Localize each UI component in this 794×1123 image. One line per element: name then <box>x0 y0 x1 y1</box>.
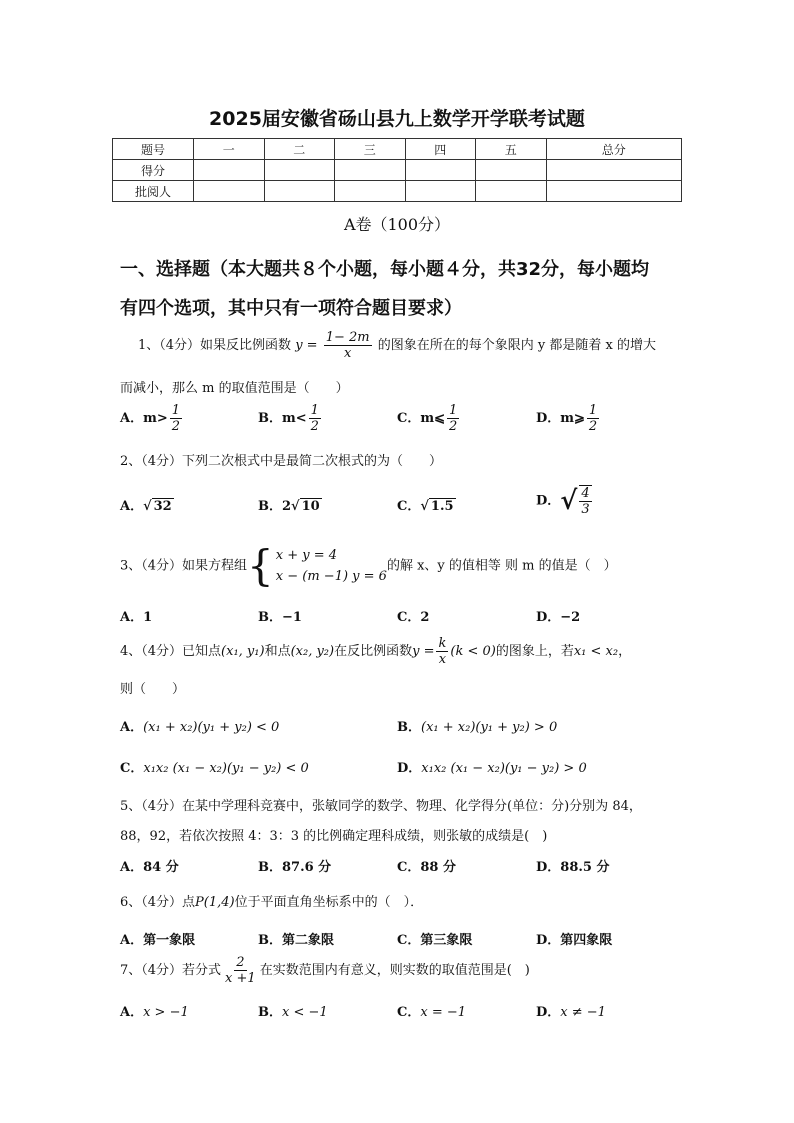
q6-option-c[interactable]: C．第三象限 <box>397 933 473 948</box>
score-cell[interactable] <box>194 160 265 181</box>
q4-option-d-expr: x₁x₂ (x₁ − x₂)(y₁ − y₂) > 0 <box>421 761 587 776</box>
q1-num: 1− 2m <box>325 330 370 345</box>
q2-option-c-rad: 1.5 <box>430 499 454 514</box>
q7-option-c-label: C． <box>397 1005 421 1020</box>
paper-label: A卷（100分） <box>343 215 451 234</box>
q2-option-d-label: D． <box>536 493 561 509</box>
score-table-cell: 三 <box>335 139 406 160</box>
q1-option-d-label: D．m⩾ <box>536 411 585 426</box>
q4-num: k <box>438 636 447 651</box>
q4-p2: (x₂, y₂) <box>290 644 335 659</box>
question-4-line2: 则（ ） <box>120 682 186 697</box>
q4-option-a-label: A． <box>120 720 144 735</box>
q1-option-b-label: B．m< <box>258 411 307 426</box>
q1-option-b[interactable] <box>258 403 323 434</box>
q1-option-a-label: A．m> <box>120 411 168 426</box>
q4-den: x <box>438 652 447 667</box>
q3-prefix: 3、（4分）如果方程组 <box>120 558 248 574</box>
question-4 <box>120 636 631 667</box>
q7-option-b-label: B． <box>258 1005 282 1020</box>
question-1-line2: 而减小，那么 m 的取值范围是（ ） <box>120 381 349 396</box>
score-cell[interactable] <box>335 181 406 202</box>
score-table-cell: 二 <box>264 139 335 160</box>
q5-option-a[interactable]: A．84 分 <box>120 860 179 875</box>
q2-option-d[interactable] <box>536 485 594 517</box>
score-cell[interactable] <box>476 160 547 181</box>
score-table-cell: 总分 <box>546 139 682 160</box>
q2-option-b-coef: 2 <box>282 499 292 514</box>
q1-option-a[interactable] <box>120 403 184 434</box>
q4-option-d-label: D． <box>397 761 422 776</box>
q7-den: x +1 <box>225 971 256 986</box>
q1-option-a-den: 2 <box>171 419 181 434</box>
q1-yeq: y = <box>295 338 318 353</box>
q4-suffix2: ， <box>618 644 632 659</box>
q7-option-a[interactable] <box>120 1001 189 1020</box>
question-6 <box>120 891 423 910</box>
q4-option-c-expr: x₁x₂ (x₁ − x₂)(y₁ − y₂) < 0 <box>143 761 309 776</box>
q7-suffix: 在实数范围内有意义，则实数的取值范围是( ) <box>259 963 530 978</box>
question-5-line2: 88，92，若依次按照 4：3：3 的比例确定理科成绩，则张敏的成绩是( ) <box>120 829 548 844</box>
q7-num: 2 <box>236 955 245 970</box>
score-table-cell: 题号 <box>113 139 194 160</box>
q2-option-b-sqrt: 2√ 10 <box>282 499 320 514</box>
q2-option-c[interactable] <box>397 495 456 514</box>
score-cell[interactable] <box>405 160 476 181</box>
q1-suffix: 的图象在所在的每个象限内 y 都是随着 x 的增大 <box>377 338 656 353</box>
q4-prefix: 4、（4分）已知点 <box>120 644 222 659</box>
q4-option-d[interactable] <box>397 757 587 776</box>
q4-ineq: x₁ < x₂ <box>573 644 619 659</box>
q2-option-a[interactable] <box>120 495 174 514</box>
q1-option-d-den: 2 <box>588 419 598 434</box>
q5-option-d[interactable]: D．88.5 分 <box>536 860 610 875</box>
q2-option-c-label: C． <box>397 499 421 514</box>
q4-suffix: 的图象上，若 <box>495 644 574 659</box>
q7-fraction <box>223 955 258 986</box>
q4-option-b-expr: (x₁ + x₂)(y₁ + y₂) > 0 <box>421 720 558 735</box>
q6-suffix: 位于平面直角坐标系中的（ ）． <box>234 895 424 910</box>
q2-option-b-label: B． <box>258 499 282 514</box>
question-7 <box>120 955 530 986</box>
q3-eq1: x + y = 4 <box>275 548 338 563</box>
q3-option-c[interactable]: C．2 <box>397 610 430 625</box>
q4-mid2: 在反比例函数 <box>334 644 413 659</box>
q7-option-b[interactable] <box>258 1001 328 1020</box>
q4-option-c[interactable] <box>120 757 309 776</box>
score-cell[interactable] <box>335 160 406 181</box>
q6-option-b[interactable]: B．第二象限 <box>258 933 334 948</box>
q2-option-d-den: 3 <box>581 502 590 517</box>
q2-option-d-num: 4 <box>581 486 590 501</box>
q2-option-a-label: A． <box>120 499 144 514</box>
q6-point: P(1,4) <box>195 895 235 910</box>
q4-fraction <box>436 636 448 667</box>
question-2: 2、（4分）下列二次根式中是最简二次根式的为（ ） <box>120 454 443 469</box>
q7-option-b-expr: x < −1 <box>282 1005 328 1020</box>
q7-option-d[interactable] <box>536 1001 606 1020</box>
q4-p1: (x₁, y₁) <box>221 644 265 659</box>
q2-option-b-rad: 10 <box>301 499 320 514</box>
score-table-cell: 一 <box>194 139 265 160</box>
q7-option-a-label: A． <box>120 1005 144 1020</box>
question-5: 5、（4分）在某中学理科竞赛中，张敏同学的数学、物理、化学得分(单位：分)分别为 84， <box>120 799 642 814</box>
q7-option-c[interactable] <box>397 1001 466 1020</box>
q4-option-b[interactable] <box>397 716 557 735</box>
score-table-cell: 四 <box>405 139 476 160</box>
q3-suffix: 的解 x、y 的值相等 则 m 的值是（ ） <box>386 558 617 574</box>
q7-prefix: 7、（4分）若分式 <box>120 963 222 978</box>
question-1 <box>138 330 656 361</box>
q1-option-d[interactable] <box>536 403 601 434</box>
q3-eq2: x − (m −1) y = 6 <box>275 569 387 584</box>
score-table-row-label: 得分 <box>113 160 194 181</box>
q1-option-c[interactable] <box>397 403 461 434</box>
q4-cond: (k < 0) <box>450 644 496 659</box>
q1-option-a-num: 1 <box>171 403 181 418</box>
q3-equation-system: { x + y = 4 x − (m −1) y = 6 <box>247 541 387 590</box>
exam-title: 2025届安徽省砀山县九上数学开学联考试题 <box>209 108 585 130</box>
q4-mid: 和点 <box>264 644 291 659</box>
q2-option-a-rad: 32 <box>153 499 172 514</box>
q4-option-a[interactable] <box>120 716 279 735</box>
q5-option-c[interactable]: C．88 分 <box>397 860 456 875</box>
score-table-header-row <box>113 139 682 160</box>
q3-option-d[interactable]: D．−2 <box>536 610 581 625</box>
q2-option-b[interactable] <box>258 495 322 514</box>
score-table-cell: 五 <box>476 139 547 160</box>
q1-den: x <box>343 346 352 361</box>
section-heading-line2: 有四个选项，其中只有一项符合题目要求） <box>120 298 462 319</box>
q6-option-a[interactable]: A．第一象限 <box>120 933 196 948</box>
q1-option-b-den: 2 <box>310 419 319 434</box>
q3-option-b[interactable]: B．−1 <box>258 610 302 625</box>
q2-option-d-sqrt: √ $\frac{4}{3}$ <box>560 486 590 517</box>
q1-option-c-num: 1 <box>449 403 458 418</box>
score-cell[interactable] <box>405 181 476 202</box>
q2-option-c-sqrt: √ 1.5 <box>420 499 454 514</box>
score-table-row <box>113 181 682 202</box>
q4-option-a-expr: (x₁ + x₂)(y₁ + y₂) < 0 <box>143 720 280 735</box>
q7-option-d-label: D． <box>536 1005 561 1020</box>
q3-option-a[interactable]: A．1 <box>120 610 153 625</box>
q1-prefix: 1、（4分）如果反比例函数 <box>138 338 292 353</box>
q7-option-c-expr: x = −1 <box>420 1005 467 1020</box>
q1-option-c-label: C．m⩽ <box>397 411 445 426</box>
score-table-row-label: 批阅人 <box>113 181 194 202</box>
q4-option-b-label: B． <box>397 720 421 735</box>
q2-option-a-sqrt: √ 32 <box>143 499 172 514</box>
q6-option-d[interactable]: D．第四象限 <box>536 933 613 948</box>
q4-option-c-label: C． <box>120 761 144 776</box>
score-table-row <box>113 160 682 181</box>
question-3 <box>120 541 617 590</box>
q1-option-b-num: 1 <box>310 403 319 418</box>
score-cell[interactable] <box>546 160 682 181</box>
q1-option-d-num: 1 <box>588 403 598 418</box>
score-cell[interactable] <box>546 181 682 202</box>
score-cell[interactable] <box>194 181 265 202</box>
score-cell[interactable] <box>476 181 547 202</box>
score-cell[interactable] <box>264 181 335 202</box>
q7-option-d-expr: x ≠ −1 <box>560 1005 606 1020</box>
q7-option-a-expr: x > −1 <box>143 1005 189 1020</box>
score-table <box>112 138 682 202</box>
q5-option-b[interactable]: B．87.6 分 <box>258 860 332 875</box>
q4-yeq: y = <box>412 644 435 659</box>
section-heading: 一、选择题（本大题共８个小题，每小题４分，共32分，每小题均 <box>120 259 650 280</box>
q1-fraction <box>324 330 372 361</box>
score-cell[interactable] <box>264 160 335 181</box>
q1-option-c-den: 2 <box>449 419 458 434</box>
q6-prefix: 6、（4分）点 <box>120 895 196 910</box>
